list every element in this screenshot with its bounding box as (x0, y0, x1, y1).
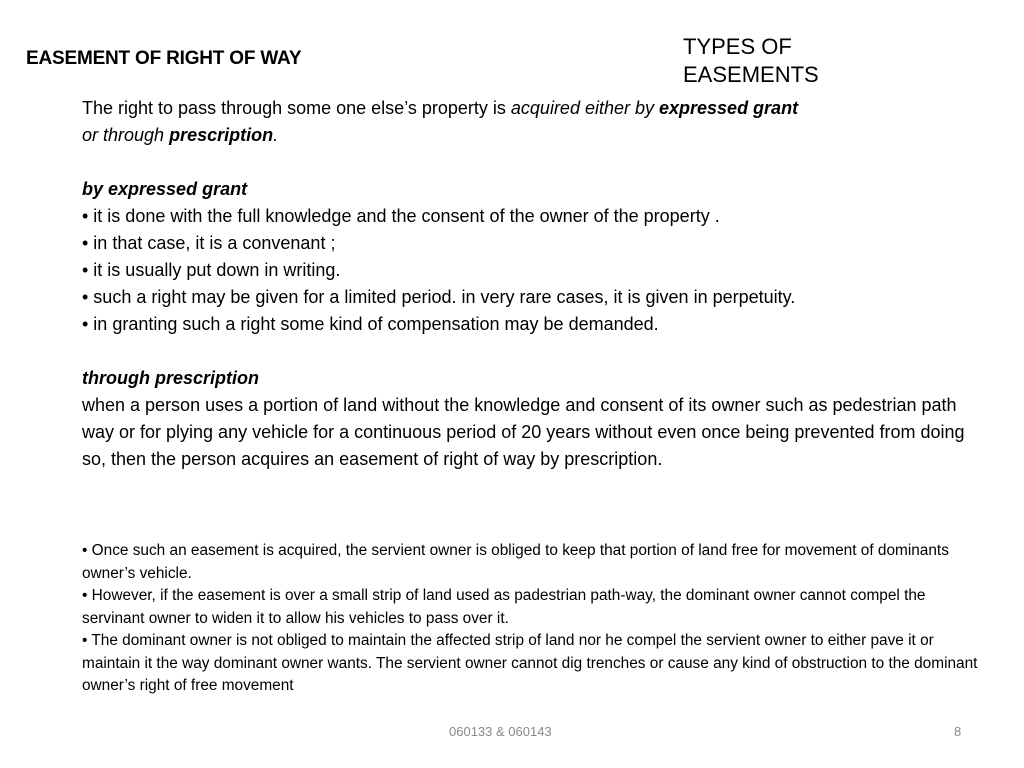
intro-line-2 (82, 122, 982, 149)
slide-title: EASEMENT OF RIGHT OF WAY (26, 48, 302, 69)
expressed-grant-bullet: • such a right may be given for a limited period. in very rare cases, it is given in perpetuity. (82, 287, 796, 307)
section-title-line-1: TYPES OF (683, 34, 792, 59)
intro-end: . (273, 125, 279, 145)
intro-text: The right to pass through some one else’s property is (82, 98, 511, 118)
note-item: • The dominant owner is not obliged to maintain the affected strip of land nor he compel the servient owner to either pave it or maintain it the way dominant owner wants. The servient owner cannot dig trenches or cause any kind of obstruction to the dominant owner’s right of free movement (82, 632, 978, 694)
expressed-grant-heading: by expressed grant (82, 179, 248, 199)
section-title (683, 33, 883, 89)
main-content (82, 95, 982, 473)
expressed-grant-bullet: • in that case, it is a convenant ; (82, 233, 336, 253)
expressed-grant-bullet: • in granting such a right some kind of compensation may be demanded. (82, 314, 659, 334)
page-number: 8 (954, 724, 962, 739)
expressed-grant-bullet: • it is usually put down in writing. (82, 260, 341, 280)
prescription-paragraph: when a person uses a portion of land without the knowledge and consent of its owner such as pedestrian path way or for plying any vehicle for a continuous period of 20 years without even once being prevented from doing so, then the person acquires an easement of right of way by prescription. (82, 395, 965, 469)
notes (82, 540, 992, 698)
section-title-line-2: EASEMENTS (683, 62, 819, 87)
note-item: • Once such an easement is acquired, the servient owner is obliged to keep that portion of land free for movement of dominants owner’s vehicle. (82, 542, 949, 582)
note-item: • However, if the easement is over a small strip of land used as padestrian path-way, the dominant owner cannot compel the servinant owner to widen it to allow his vehicles to pass over it. (82, 587, 926, 627)
prescription-heading: through prescription (82, 368, 259, 388)
expressed-grant-bullet: • it is done with the full knowledge and the consent of the owner of the property . (82, 206, 720, 226)
intro-line-1 (82, 95, 982, 122)
intro-bold-italic-2: prescription (169, 125, 274, 145)
intro-italic-2: or through (82, 125, 170, 145)
footer-text: 060133 & 060143 (449, 724, 552, 739)
intro-bold-italic: expressed grant (659, 98, 799, 118)
intro-italic: acquired either by (510, 98, 659, 118)
